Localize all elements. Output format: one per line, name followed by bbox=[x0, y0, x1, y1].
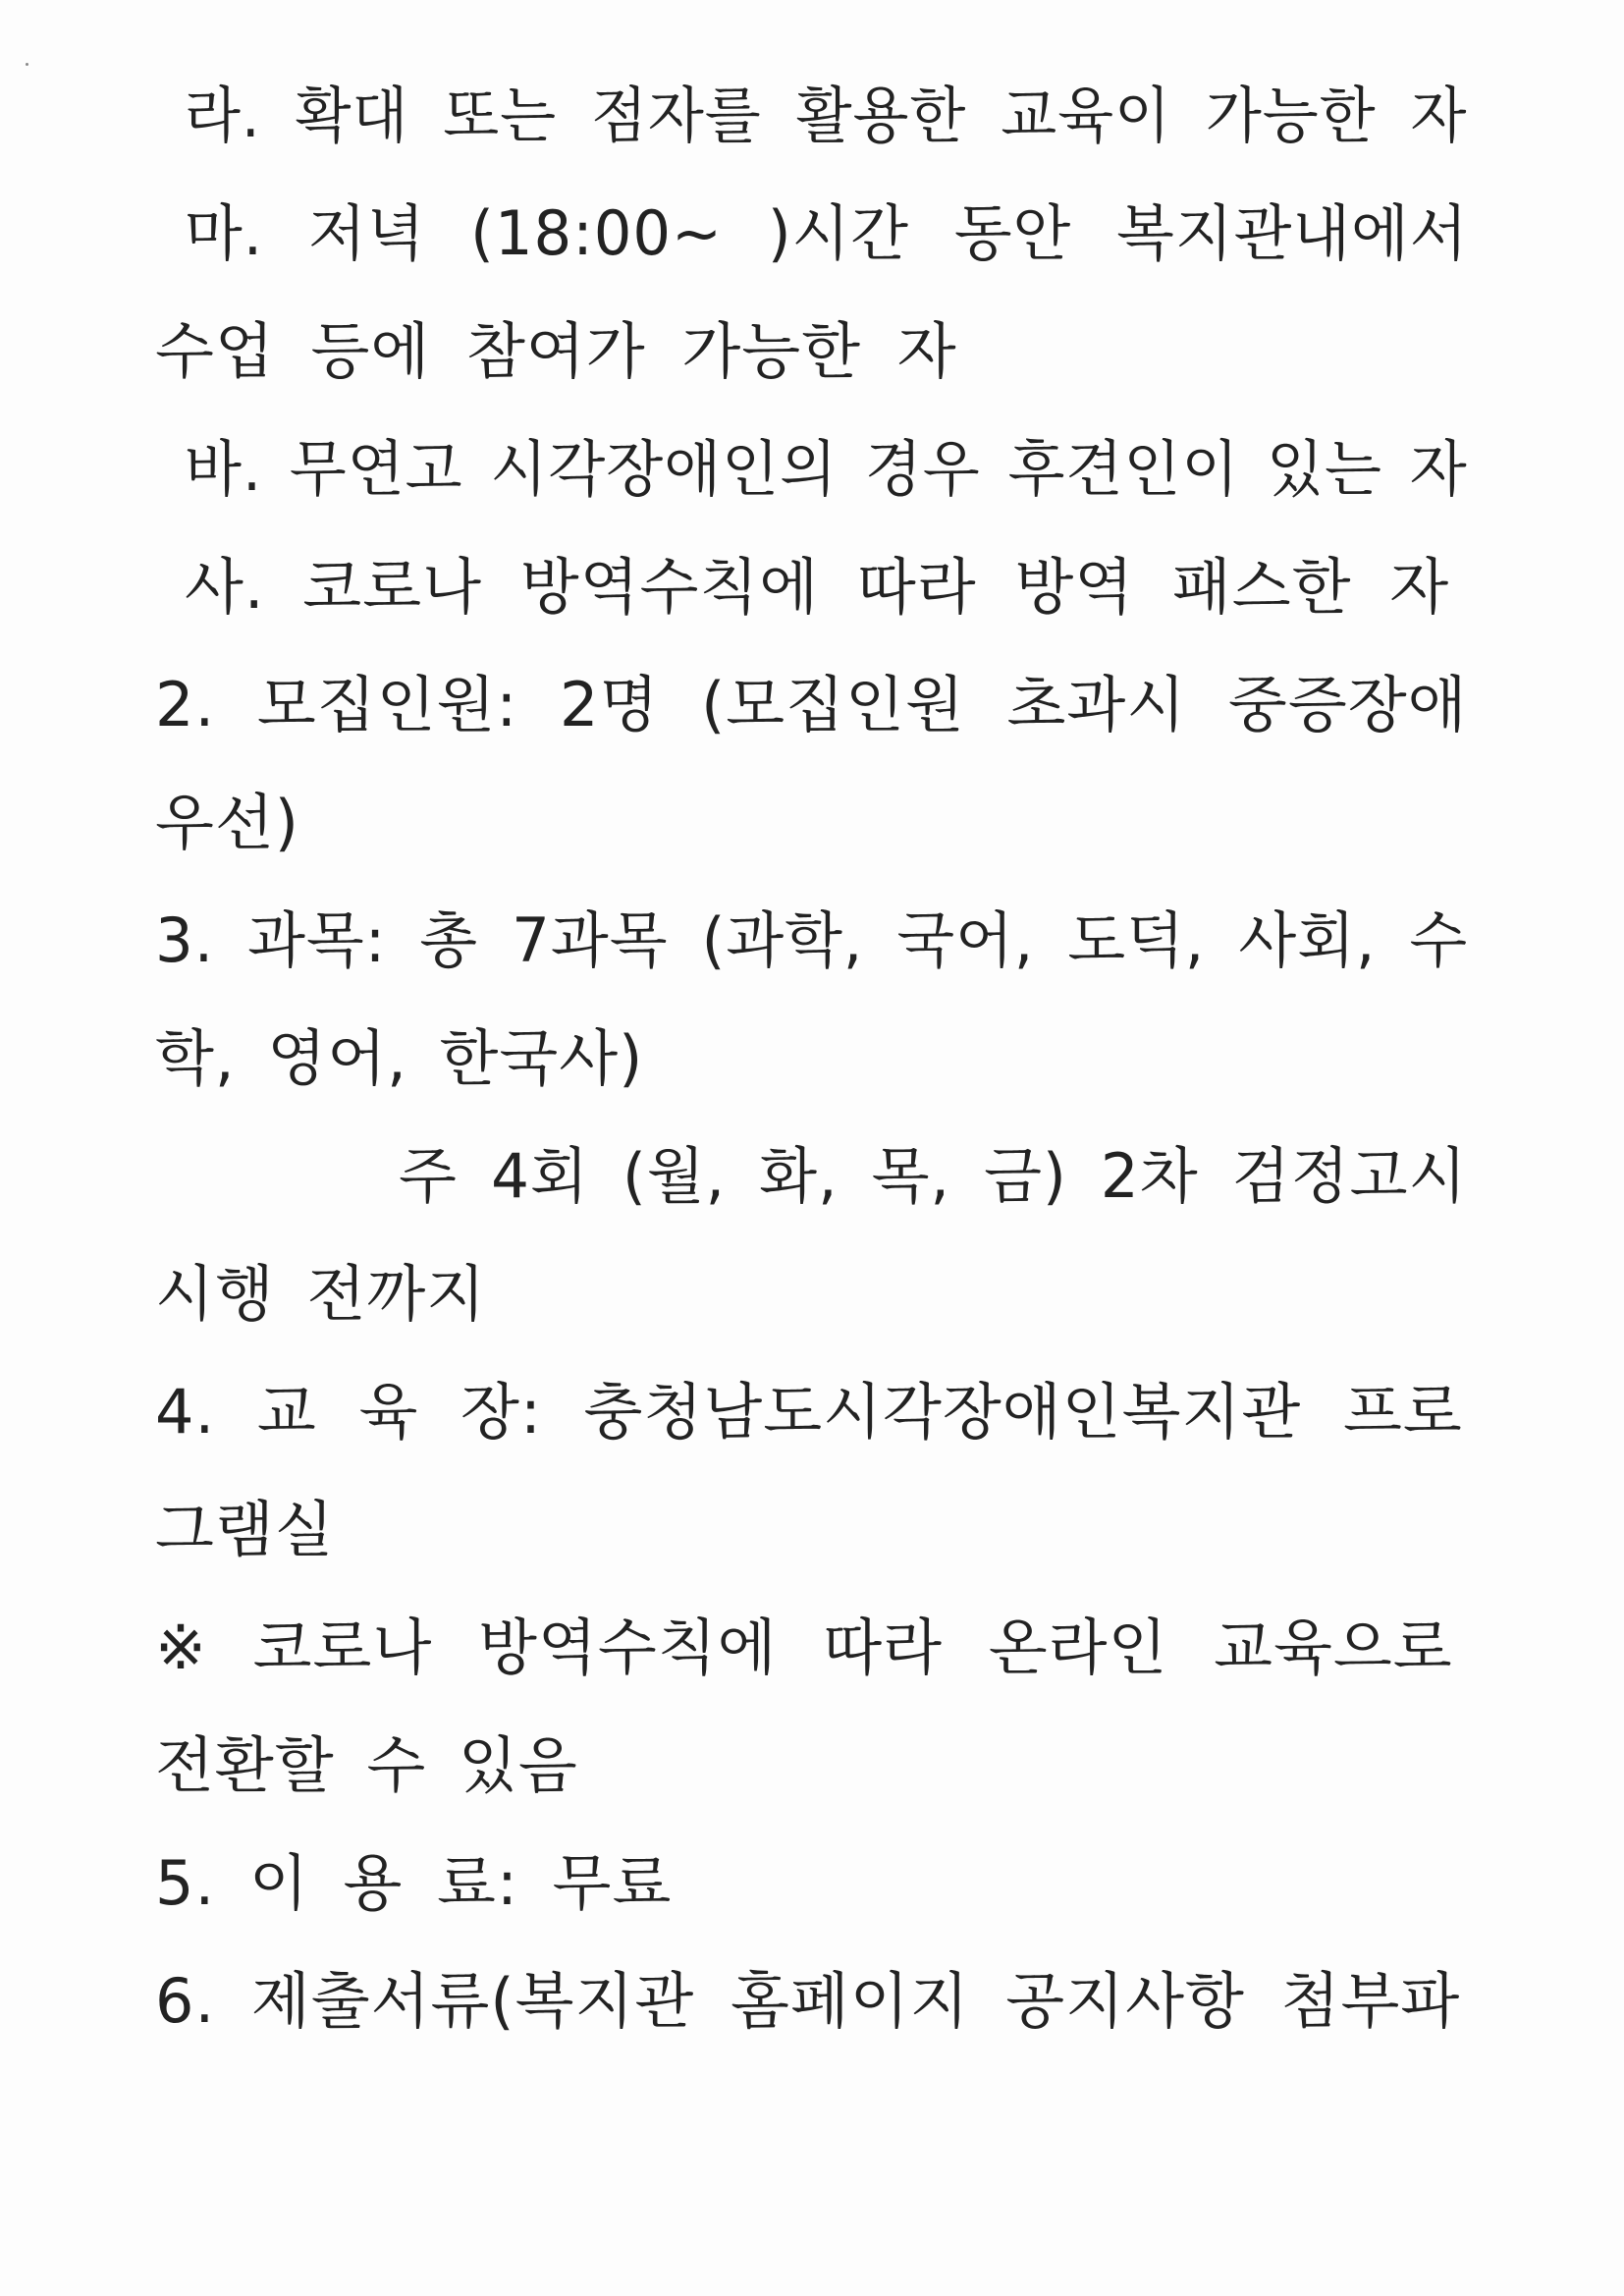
recruitment-count-continued: 우선) bbox=[155, 787, 299, 858]
required-documents: 6. 제출서류(복지관 홈페이지 공지사항 첨부파 bbox=[155, 1965, 1461, 2037]
recruitment-count: 2. 모집인원: 2명 (모집인원 초과시 중증장애 bbox=[155, 669, 1468, 740]
criterion-ba: 바. 무연고 시각장애인의 경우 후견인이 있는 자 bbox=[185, 433, 1468, 505]
schedule-continued: 시행 전까지 bbox=[155, 1258, 487, 1330]
criterion-ma-continued: 수업 등에 참여가 가능한 자 bbox=[155, 315, 957, 387]
criterion-sa: 사. 코로나 방역수칙에 따라 방역 패스한 자 bbox=[185, 551, 1450, 623]
criterion-ra: 라. 확대 또는 점자를 활용한 교육이 가능한 자 bbox=[185, 80, 1468, 151]
venue-continued: 그램실 bbox=[155, 1494, 335, 1565]
fee: 5. 이 용 료: 무료 bbox=[155, 1847, 673, 1919]
subjects: 3. 과목: 총 7과목 (과학, 국어, 도덕, 사회, 수 bbox=[155, 904, 1469, 976]
venue: 4. 교 육 장: 충청남도시각장애인복지관 프로 bbox=[155, 1376, 1463, 1448]
scan-speck bbox=[26, 63, 28, 66]
covid-note: ※ 코로나 방역수칙에 따라 온라인 교육으로 bbox=[155, 1612, 1453, 1683]
schedule: 주 4회 (월, 화, 목, 금) 2차 검정고시 bbox=[399, 1140, 1468, 1212]
covid-note-continued: 전환할 수 있음 bbox=[155, 1729, 578, 1801]
subjects-continued: 학, 영어, 한국사) bbox=[155, 1022, 644, 1094]
criterion-ma: 마. 저녁 (18:00~ )시간 동안 복지관내에서 bbox=[185, 197, 1469, 269]
